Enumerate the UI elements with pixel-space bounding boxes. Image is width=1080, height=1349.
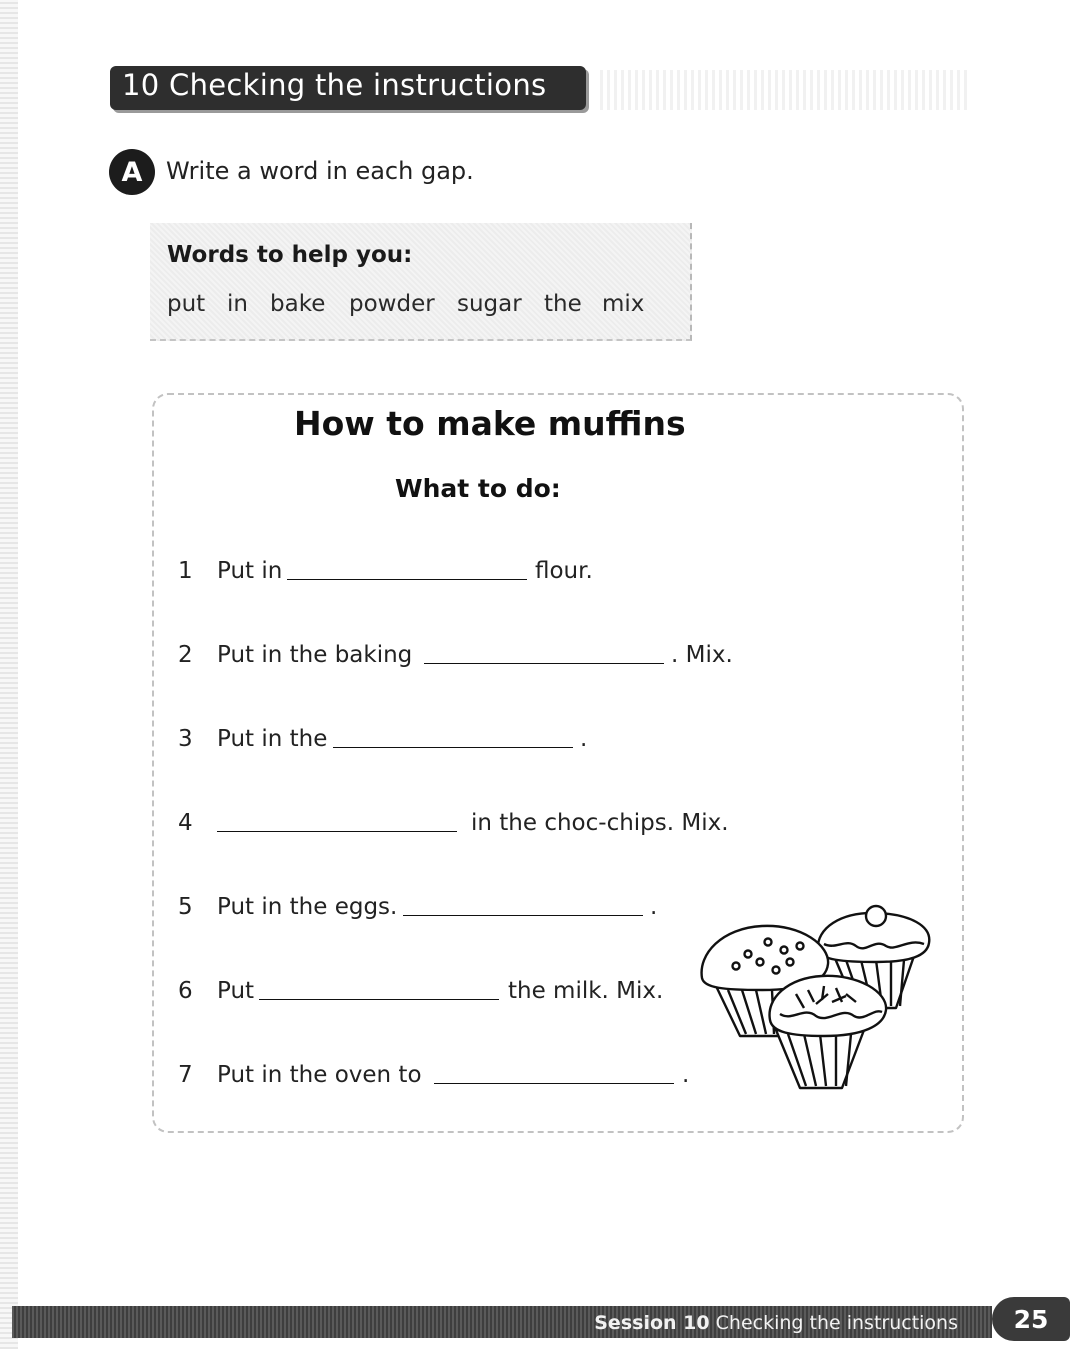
step-text-after: the milk. Mix. [508,978,664,1004]
answer-gap[interactable] [217,831,457,832]
step-text-after: . [580,726,588,752]
step-text-after: in the choc-chips. Mix. [471,810,729,836]
step-number: 3 [178,726,193,752]
footer-bar [12,1306,992,1338]
help-word: put [167,291,206,317]
step-text-before: Put in [217,558,283,584]
step-text-before: Put in the baking [217,642,413,668]
page-number: 25 [992,1297,1070,1341]
footer-session-label: Session 10 [594,1312,710,1334]
answer-gap[interactable] [287,579,527,580]
step-number: 7 [178,1062,193,1088]
step-text-after: . [682,1062,690,1088]
step-text-after: . Mix. [671,642,733,668]
footer-session [594,1312,958,1334]
recipe-subtitle: What to do: [395,474,561,503]
step-number: 6 [178,978,193,1004]
step-text-before: Put in the oven to [217,1062,422,1088]
help-word: mix [602,291,645,317]
step-text-before: Put in the eggs. [217,894,398,920]
title-bar-extension [600,70,970,110]
answer-gap[interactable] [434,1083,674,1084]
section-title: 10 Checking the instructions [122,68,547,102]
step-text-after: flour. [535,558,593,584]
step-number: 2 [178,642,193,668]
help-word: sugar [457,291,522,317]
answer-gap[interactable] [424,663,664,664]
help-word: powder [349,291,435,317]
answer-gap[interactable] [403,915,643,916]
answer-gap[interactable] [333,747,573,748]
answer-gap[interactable] [259,999,499,1000]
page-edge [0,0,18,1349]
footer-session-title: Checking the instructions [715,1312,958,1334]
help-word: bake [270,291,326,317]
step-text-after: . [650,894,658,920]
step-number: 1 [178,558,193,584]
step-number: 5 [178,894,193,920]
help-word: in [227,291,248,317]
step-text-before: Put in the [217,726,328,752]
muffins-illustration [696,898,936,1094]
section-title-bar [110,66,586,110]
help-word: the [544,291,582,317]
help-box-title: Words to help you: [167,242,413,268]
step-number: 4 [178,810,193,836]
exercise-instruction: Write a word in each gap. [166,157,474,185]
word-help-box [150,223,692,341]
recipe-title: How to make muffins [294,404,686,443]
exercise-badge: A [109,149,155,195]
step-text-before: Put [217,978,255,1004]
